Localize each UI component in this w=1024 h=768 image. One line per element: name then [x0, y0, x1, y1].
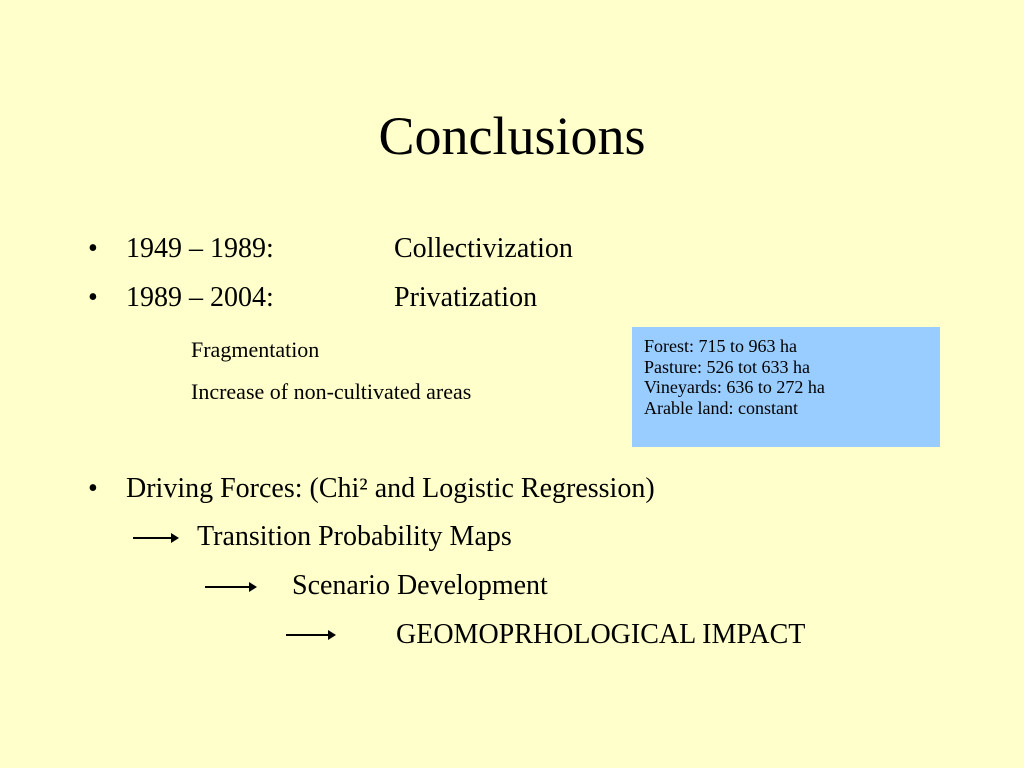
period-label: Privatization	[394, 282, 538, 313]
right-arrow-icon	[133, 537, 177, 539]
land-use-arable: Arable land: constant	[644, 397, 798, 418]
slide-title: Conclusions	[378, 106, 646, 166]
land-use-forest: Forest: 715 to 963 ha	[644, 336, 797, 356]
bullet-point: •	[88, 233, 98, 264]
bullet-point: •	[88, 282, 98, 313]
land-use-pasture: Pasture: 526 tot 633 ha	[644, 356, 810, 377]
flow-step-transition-maps: Transition Probability Maps	[197, 521, 512, 552]
flow-step-scenario-development: Scenario Development	[292, 570, 548, 601]
driving-forces-text: Driving Forces: (Chi² and Logistic Regression)	[126, 473, 655, 504]
period-years: 1949 – 1989:	[126, 233, 274, 264]
land-use-vineyards: Vineyards: 636 to 272 ha	[644, 377, 825, 397]
right-arrow-icon	[286, 634, 334, 636]
bullet-point: •	[88, 473, 98, 504]
period-label: Collectivization	[394, 233, 573, 264]
land-use-change-box	[632, 327, 940, 447]
period-years: 1989 – 2004:	[126, 282, 274, 313]
right-arrow-icon	[205, 586, 255, 588]
consequence-fragmentation: Fragmentation	[191, 337, 320, 362]
consequence-non-cultivated: Increase of non-cultivated areas	[191, 379, 472, 404]
flow-step-geomorphological-impact: GEOMOPRHOLOGICAL IMPACT	[396, 619, 806, 650]
